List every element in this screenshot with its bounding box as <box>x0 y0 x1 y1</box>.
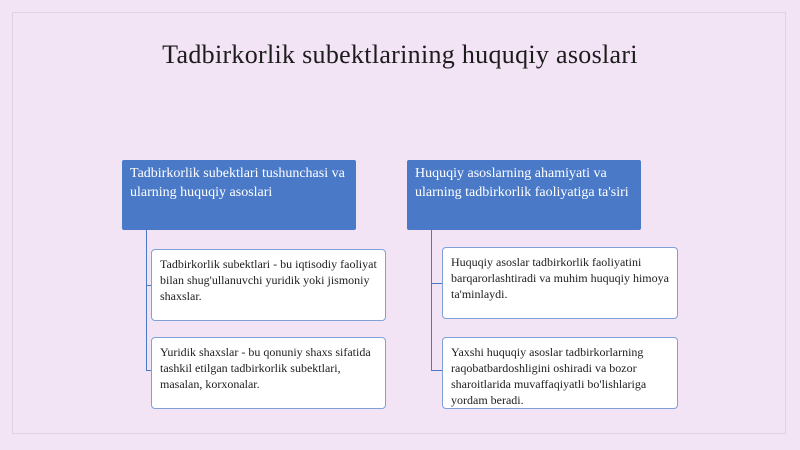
left-connector-vertical <box>146 230 147 370</box>
left-card-2: Yuridik shaxslar - bu qonuniy shaxs sifatida tashkil etilgan tadbirkorlik subektlari, masalan, korxonalar. <box>151 337 386 409</box>
right-connector-1 <box>431 283 442 284</box>
right-card-2: Yaxshi huquqiy asoslar tadbirkorlarning raqobatbardoshligini oshiradi va bozor sharoitlarida muvaffaqiyatli bo'lishlariga yordam beradi. <box>442 337 678 409</box>
left-card-1: Tadbirkorlik subektlari - bu iqtisodiy faoliyat bilan shug'ullanuvchi yuridik yoki jismoniy shaxslar. <box>151 249 386 321</box>
right-connector-2 <box>431 370 442 371</box>
left-header: Tadbirkorlik subektlari tushunchasi va ularning huquqiy asoslari <box>122 160 356 230</box>
right-card-1: Huquqiy asoslar tadbirkorlik faoliyatini barqarorlashtiradi va muhim huquqiy himoya ta'minlaydi. <box>442 247 678 319</box>
slide-title: Tadbirkorlik subektlarining huquqiy asoslari <box>162 40 638 69</box>
right-connector-vertical <box>431 230 432 370</box>
right-header: Huquqiy asoslarning ahamiyati va ularning tadbirkorlik faoliyatiga ta'siri <box>407 160 641 230</box>
